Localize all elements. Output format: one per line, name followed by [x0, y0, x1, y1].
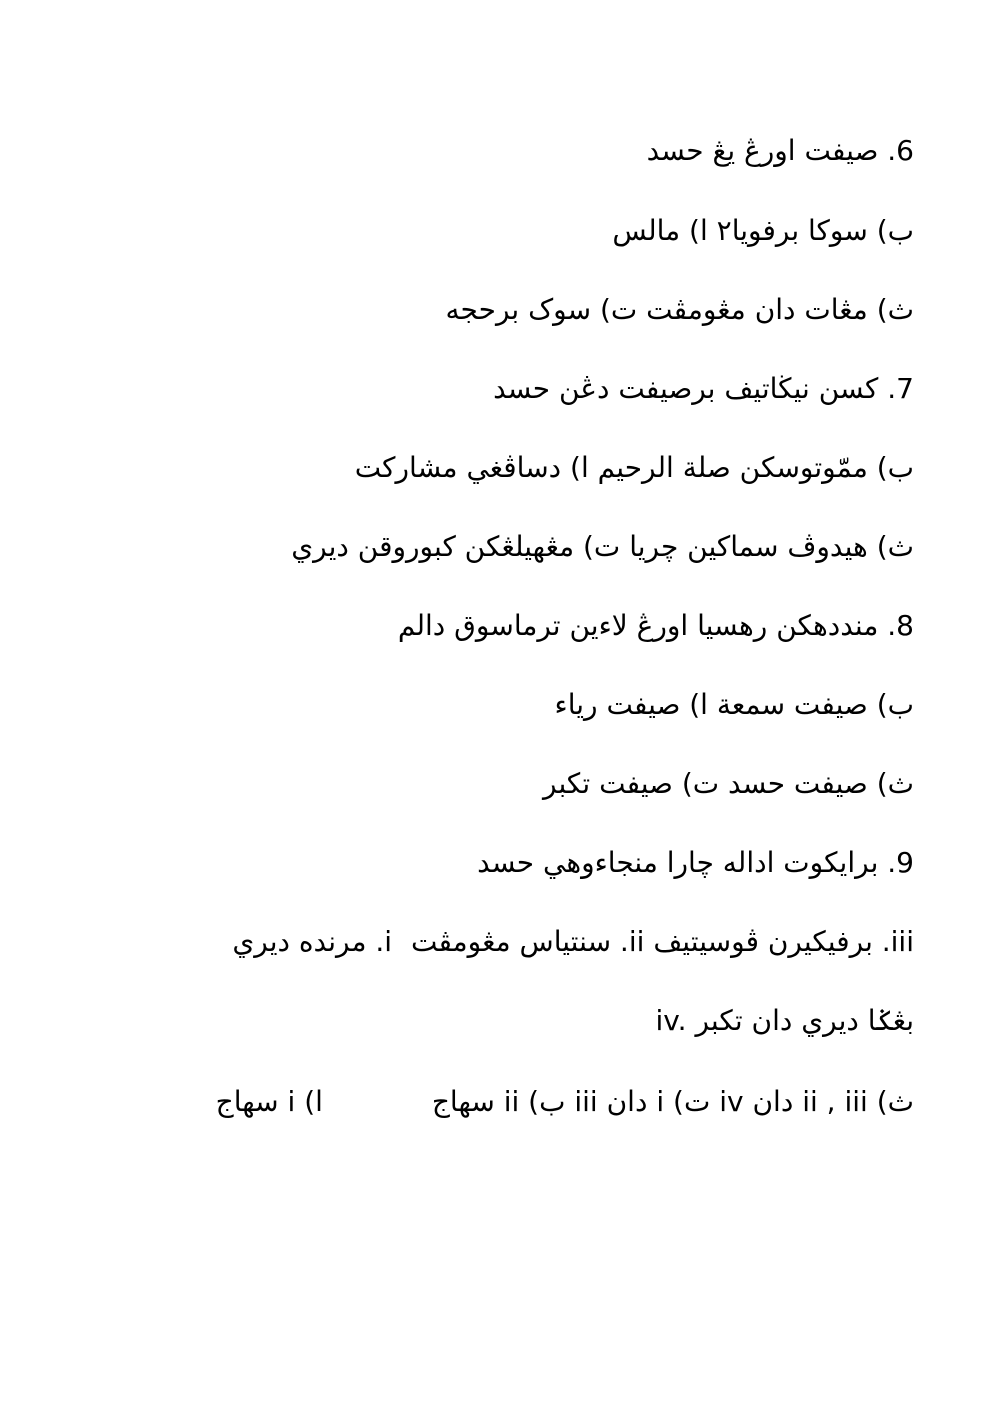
question-8-option-d[interactable]: ث) صيفت حسد	[728, 767, 914, 800]
question-8-options-row-1	[301, 680, 914, 730]
question-9-statement-iv: iv. بڠݢا ديري دان تكبر	[655, 1004, 914, 1037]
question-7-options-row-1	[245, 443, 914, 493]
question-8-stem: 8. منددهكن رهسيا اورڠ لاءين ترماسوق دالم	[397, 609, 914, 642]
question-9-option-d[interactable]: ث) ii , iii دان iv	[719, 1085, 914, 1118]
question-7-option-d[interactable]: ث) هيدوڤ سماكين چريا	[629, 530, 914, 563]
question-6-option-b[interactable]: ب) سوكا برفويا٢	[716, 214, 914, 247]
question-9-statement-iii: iii. برفيكيرن ڤوسيتيف	[653, 925, 914, 958]
question-6-stem: 6. صيفت اورڠ يڠ حسد	[646, 134, 914, 167]
question-9-option-a[interactable]: ا) i سهاج	[215, 1085, 323, 1118]
question-8-option-b[interactable]: ب) صيفت سمعة	[716, 688, 914, 721]
question-6-option-d[interactable]: ث) مڠات دان مڠومڤت	[646, 293, 914, 326]
question-6-option-c[interactable]: ت) سوک برحجه	[445, 293, 638, 326]
question-6-option-a[interactable]: ا) مالس	[612, 214, 708, 247]
question-9-stem: 9. برايكوت اداله چارا منجاءوهي حسد	[477, 846, 914, 879]
question-9-options-row	[166, 1077, 914, 1127]
question-9-statement-i: i. مرنده ديري	[232, 925, 393, 958]
question-7-options-row-2	[249, 522, 914, 572]
question-9-statement-ii: ii. سنتياس مڠومڤت	[410, 925, 645, 958]
question-8-options-row-2	[317, 759, 914, 809]
question-9-statements-row-1	[212, 917, 914, 967]
question-6-options-row-1	[532, 206, 914, 256]
question-9-option-c[interactable]: ت) i دان iii	[574, 1085, 711, 1118]
question-8-option-a[interactable]: ا) صيفت ريا‌ء	[554, 688, 708, 721]
question-6-options-row-2	[430, 285, 914, 335]
question-7-option-a[interactable]: ا) دساڤغي مشاركت	[354, 451, 589, 484]
question-7-option-b[interactable]: ب) ممّوتوسكن صلة الرحيم	[597, 451, 914, 484]
question-7-stem: 7. كسن نيڬاتيف برصيفت دڠن حسد	[493, 372, 914, 405]
question-8-option-c[interactable]: ت) صيفت تكبر	[543, 767, 720, 800]
question-9-option-b[interactable]: ب) ii سهاج	[431, 1085, 566, 1118]
question-7-option-c[interactable]: ت) مڠهيلڠكن كبوروقن ديري	[291, 530, 621, 563]
